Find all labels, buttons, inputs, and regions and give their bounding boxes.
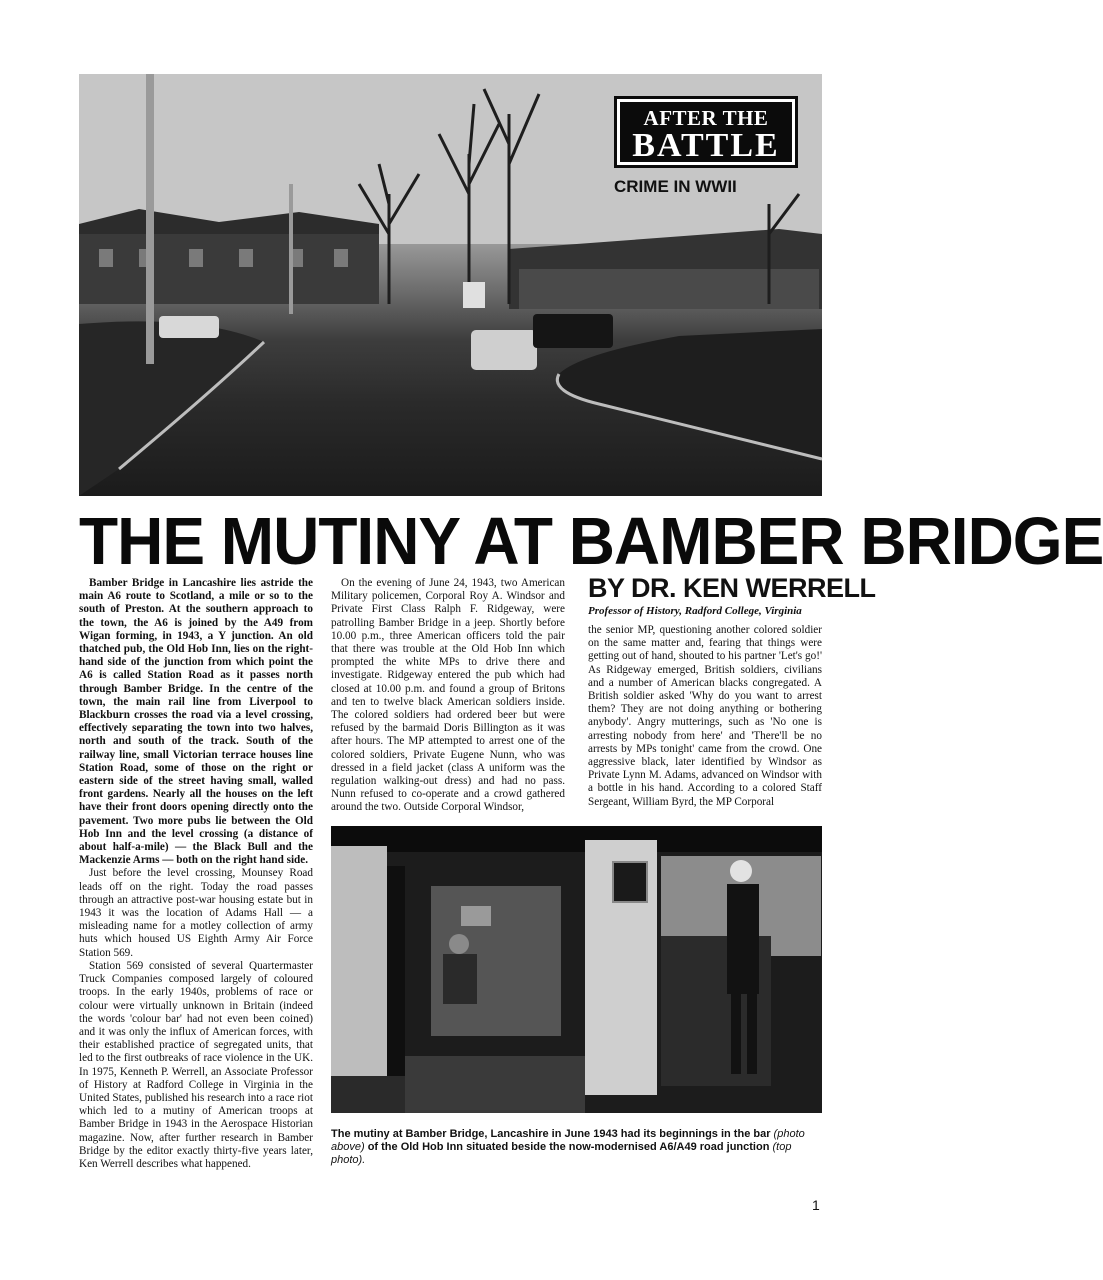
column-2-paragraph-1: On the evening of June 24, 1943, two American Military policemen, Corporal Roy A. Windsor and Private First Class Ralph F. Ridgeway, were patrolling Bamber Bridge in a jeep. Shortly before 10.00 p.m., three American officers told the pair that there was trouble at the Old Hob Inn which prompted the white MPs to drive there and investigate. Ridgeway entered the pub which had closed at 10.00 p.m. and found a group of Britons and ten to twelve black American soldiers inside. The colored soldiers had ordered beer but were refused by the barmaid Doris Billington as it was after hours. The MP attempted to arrest one of the colored soldiers, Private Eugene Nunn, who was dressed in a field jacket (class A uniform was the regulation walking-out dress) and had no pass. Nunn refused to co-operate and a crowd gathered around the two. Outside Corporal Windsor, [331, 577, 565, 814]
photo-caption [331, 1128, 822, 1167]
caption-part-4: (top photo). [331, 1141, 792, 1166]
bar-photo-old-hob-inn [331, 826, 822, 1113]
caption-part-1: The mutiny at Bamber Bridge, Lancashire in June 1943 had its beginnings in the bar [331, 1128, 774, 1140]
badge-line-1: AFTER THE [643, 106, 769, 130]
column-1-paragraph-2: Just before the level crossing, Mounsey Road leads off on the right. Today the road passes through an attractive post-war housing estate but in 1943 it was the location of Adams Hall — a misleading name for a motley collection of army huts which housed US Eighth Army Air Force Station 569. [79, 867, 313, 959]
caption-part-3: of the Old Hob Inn situated beside the now-modernised A6/A49 road junction [364, 1141, 773, 1153]
author-byline: BY DR. KEN WERRELL [588, 573, 876, 603]
column-1-paragraph-3: Station 569 consisted of several Quartermaster Truck Companies composed largely of coloured troops. In the early 1940s, problems of race or colour were virtually unknown in Britain (indeed the words 'colour bar' had not even been coined) and it was only the influx of American forces, with their established practice of segregated units, that led to the first outbreaks of race violence in the UK. In 1975, Kenneth P. Werrell, an Associate Professor of History at Radford College in Virginia in the United States, published his research into a race riot which led to a mutiny of American troops at Bamber Bridge in 1943 in the Aerospace Historian magazine. Now, after further research in Bamber Bridge by the editor exactly thirty-five years later, Ken Werrell describes what happened. [79, 959, 313, 1170]
page-number: 1 [812, 1197, 820, 1213]
caption-part-2: (photo above) [331, 1128, 805, 1153]
badge-line-2: BATTLE [632, 127, 780, 164]
bar-interior-illustration [331, 826, 822, 1113]
column-1-paragraph-1: Bamber Bridge in Lancashire lies astride the main A6 route to Scotland, a mile or so to the south of Preston. At the southern approach to the town, the A6 is joined by the A49 from Wigan forming, in 1943, a Y junction. An old thatched pub, the Old Hob Inn, lies on the right-hand side of the junction from which point the A6 is called Station Road as it passes north through Bamber Bridge. In the centre of the town, the main rail line from Liverpool to Blackburn crosses the road via a level crossing, effectively separating the town into two halves, north and south of the track. South of the railway line, small Victorian terrace houses line Station Road, some of those on the right or eastern side of the street having small, walled front gardens. Nearly all the houses on the left have their front doors opening directly onto the pavement. Two more pubs lie between the Old Hob Inn and the level crossing (a distance of about half-a-mile) — the Black Bull and the Mackenzie Arms — both on the right hand side. [79, 577, 313, 867]
article-column-1 [79, 577, 313, 1171]
after-the-battle-badge [614, 96, 798, 168]
article-column-3 [588, 624, 822, 809]
article-headline: THE MUTINY AT BAMBER BRIDGE [79, 503, 1103, 579]
article-column-2 [331, 577, 565, 815]
top-photo-road-junction [79, 74, 822, 496]
column-3-paragraph-1: the senior MP, questioning another colored soldier on the same matter and, fearing that things were getting out of hand, shouted to his partner 'Let's go!' As Ridgeway emerged, British soldiers, civilians and a number of American blacks congregated. A British soldier asked 'Why do you want to arrest them? They are not doing anything or bothering anybody'. Angry mutterings, such as 'No one is arresting nobody from here' and 'There'll be no arrests by MPs tonight' came from the crowd. One aggressive black, later identified by Windsor as Private Lynn M. Adams, advanced on Windsor with a bottle in his hand. According to a colored Staff Sergeant, William Byrd, the MP Corporal [588, 624, 822, 808]
author-role: Professor of History, Radford College, Virginia [588, 605, 802, 617]
badge-subtitle: CRIME IN WWII [614, 177, 737, 196]
